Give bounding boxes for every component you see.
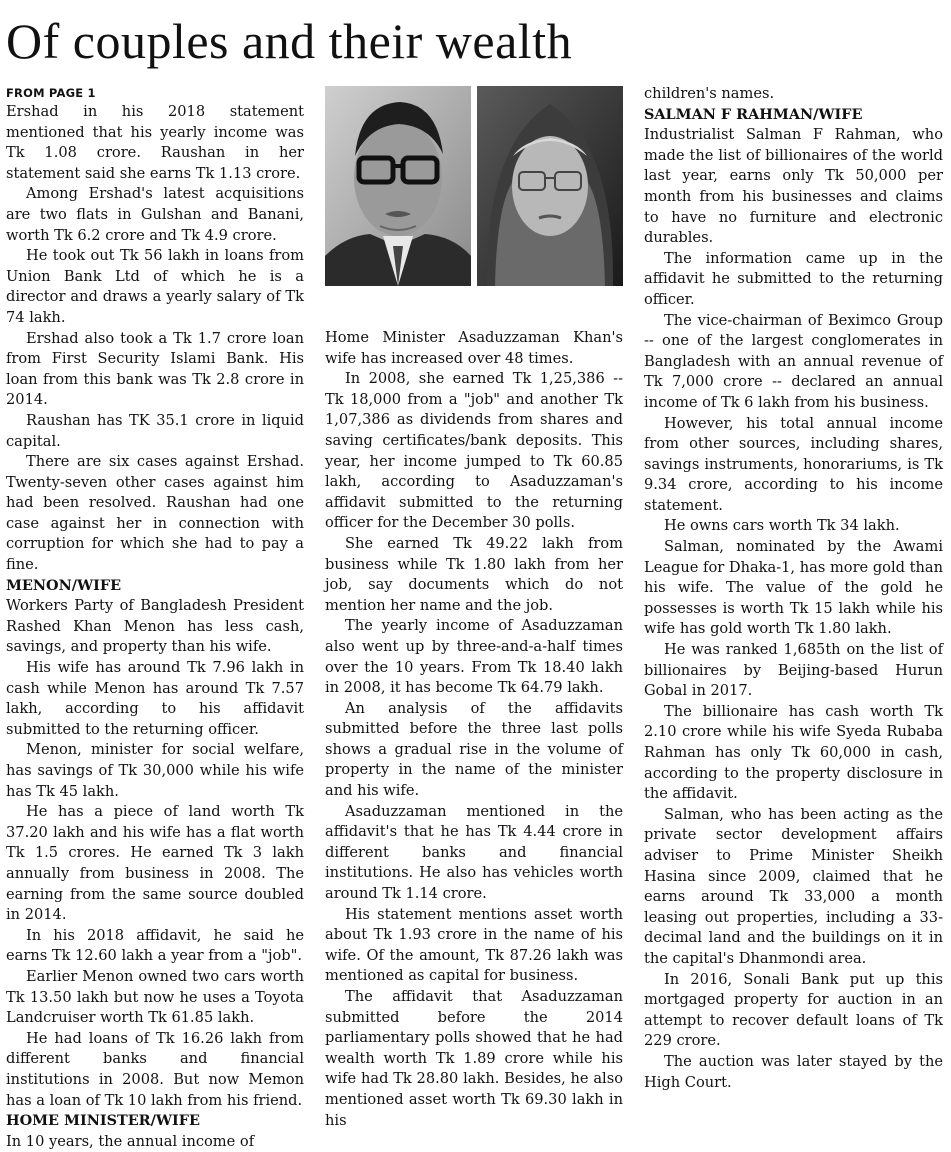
- paragraph: The yearly income of Asaduzzaman also went up by three-and-a-half times over the 10 years. From Tk 18.40 lakh in 2008, it has become Tk 64.79 lakh.: [325, 617, 623, 697]
- paragraph: There are six cases against Ershad. Twenty-seven other cases against him had been resolved. Raushan had one case against her in connection with corruption for which she had to pay a fine.: [6, 453, 304, 574]
- photo-raushan: [477, 86, 623, 286]
- paragraph: Ershad also took a Tk 1.7 crore loan from First Security Islami Bank. His loan from this bank was Tk 2.8 crore in 2014.: [6, 329, 304, 409]
- paragraph: In 2008, she earned Tk 1,25,386 -- Tk 18,000 from a "job" and another Tk 1,07,386 as dividends from shares and saving certificates/bank deposits. This year, her income jumped to Tk 60.85 lakh, according to Asaduzzaman's affidavit submitted to the returning officer for the December 30 polls.: [325, 370, 623, 532]
- paragraph: He has a piece of land worth Tk 37.20 lakh and his wife has a flat worth Tk 1.5 crores. He earned Tk 3 lakh annually from business in 2008. The earning from the same source doubled in 2014.: [6, 803, 304, 924]
- paragraph: In his 2018 affidavit, he said he earns Tk 12.60 lakh a year from a "job".: [6, 926, 304, 965]
- paragraph: Menon, minister for social welfare, has savings of Tk 30,000 while his wife has Tk 45 lakh.: [6, 741, 304, 800]
- article-column-3: [644, 84, 943, 1112]
- paragraph: Ershad in his 2018 statement mentioned that his yearly income was Tk 1.08 crore. Raushan in her statement said she earns Tk 1.13 crore.: [6, 103, 304, 182]
- paragraph: The vice-chairman of Beximco Group -- one of the largest conglomerates in Bangladesh with an annual revenue of Tk 7,000 crore -- declared an annual income of Tk 6 lakh from his business.: [644, 311, 943, 411]
- paragraph: Earlier Menon owned two cars worth Tk 13.50 lakh but now he uses a Toyota Landcruiser worth Tk 61.85 lakh.: [6, 967, 304, 1027]
- paragraph: However, his total annual income from other sources, including shares, savings instruments, honorariums, is Tk 9.34 crore, according to his income statement.: [644, 414, 943, 514]
- paragraph: Salman, nominated by the Awami League for Dhaka-1, has more gold than his wife. The value of the gold he possesses is worth Tk 15 lakh while his wife has gold worth Tk 1.80 lakh.: [644, 538, 943, 638]
- portrait-man-illustration: [325, 86, 471, 286]
- paragraph: He took out Tk 56 lakh in loans from Union Bank Ltd of which he is a director and draws a yearly salary of Tk 74 lakh.: [6, 247, 304, 326]
- paragraph: Asaduzzaman mentioned in the affidavit's that he has Tk 4.44 crore in different banks and financial institutions. He also has vehicles worth around Tk 1.14 crore.: [325, 802, 623, 903]
- paragraph: He was ranked 1,685th on the list of billionaires by Beijing-based Hurun Gobal in 2017.: [644, 641, 943, 700]
- paragraph: In 2016, Sonali Bank put up this mortgaged property for auction in an attempt to recover default loans of Tk 229 crore.: [644, 970, 943, 1050]
- section-subhead: HOME MINISTER/WIFE: [6, 1112, 200, 1130]
- continuation-kicker: FROM PAGE 1: [6, 86, 96, 100]
- paragraph: In 10 years, the annual income of: [6, 1132, 255, 1150]
- paragraph: The auction was later stayed by the High Court.: [644, 1052, 943, 1091]
- paragraph: Salman, who has been acting as the private sector development affairs adviser to Prime Minister Sheikh Hasina since 2009, claimed that he earns around Tk 33,000 a month leasing out properties, including a 33-decimal land and the buildings on it in the capital's Dhanmondi area.: [644, 805, 943, 967]
- paragraph: Raushan has TK 35.1 crore in liquid capital.: [6, 411, 304, 450]
- paragraph: His statement mentions asset worth about Tk 1.93 crore in the name of his wife. Of the amount, Tk 87.26 lakh was mentioned as capital for business.: [325, 905, 623, 985]
- section-subhead: SALMAN F RAHMAN/WIFE: [644, 105, 863, 123]
- paragraph: The affidavit that Asaduzzaman submitted before the 2014 parliamentary polls showed that he had wealth worth Tk 1.89 crore while his wife had Tk 28.80 lakh. Besides, he also mentioned asset worth Tk 69.30 lakh in his: [325, 988, 623, 1129]
- paragraph: His wife has around Tk 7.96 lakh in cash while Menon has around Tk 7.57 lakh, according to his affidavit submitted to the returning officer.: [6, 659, 304, 738]
- paragraph: He owns cars worth Tk 34 lakh.: [664, 517, 900, 535]
- paragraph: children's names.: [644, 85, 775, 102]
- article-column-2: [325, 328, 623, 1129]
- section-subhead: MENON/WIFE: [6, 576, 122, 594]
- paragraph: The billionaire has cash worth Tk 2.10 crore while his wife Syeda Rubaba Rahman has only Tk 60,000 in cash, according to the property disclosure in the affidavit.: [644, 702, 943, 803]
- paragraph: He had loans of Tk 16.26 lakh from different banks and financial institutions in 2008. But now Memon has a loan of Tk 10 lakh from his friend.: [6, 1029, 304, 1109]
- photo-ershad: [325, 86, 471, 286]
- paragraph: Home Minister Asaduzzaman Khan's wife has increased over 48 times.: [325, 329, 623, 367]
- paragraph: The information came up in the affidavit he submitted to the returning officer.: [644, 249, 943, 308]
- paragraph: Industrialist Salman F Rahman, who made the list of billionaires of the world last year, earns only Tk 50,000 per month from his businesses and claims to have no furniture and electronic durables.: [644, 126, 943, 247]
- article-column-1: [6, 84, 304, 1150]
- paragraph: Among Ershad's latest acquisitions are two flats in Gulshan and Banani, worth Tk 6.2 crore and Tk 4.9 crore.: [6, 185, 304, 244]
- paragraph: An analysis of the affidavits submitted before the three last polls shows a gradual rise in the volume of property in the name of the minister and his wife.: [325, 699, 623, 800]
- paragraph: She earned Tk 49.22 lakh from business while Tk 1.80 lakh from her job, say documents which do not mention her name and the job.: [325, 534, 623, 614]
- portrait-woman-illustration: [477, 86, 623, 286]
- headline: Of couples and their wealth: [6, 13, 573, 69]
- paragraph: Workers Party of Bangladesh President Rashed Khan Menon has less cash, savings, and property than his wife.: [6, 597, 304, 656]
